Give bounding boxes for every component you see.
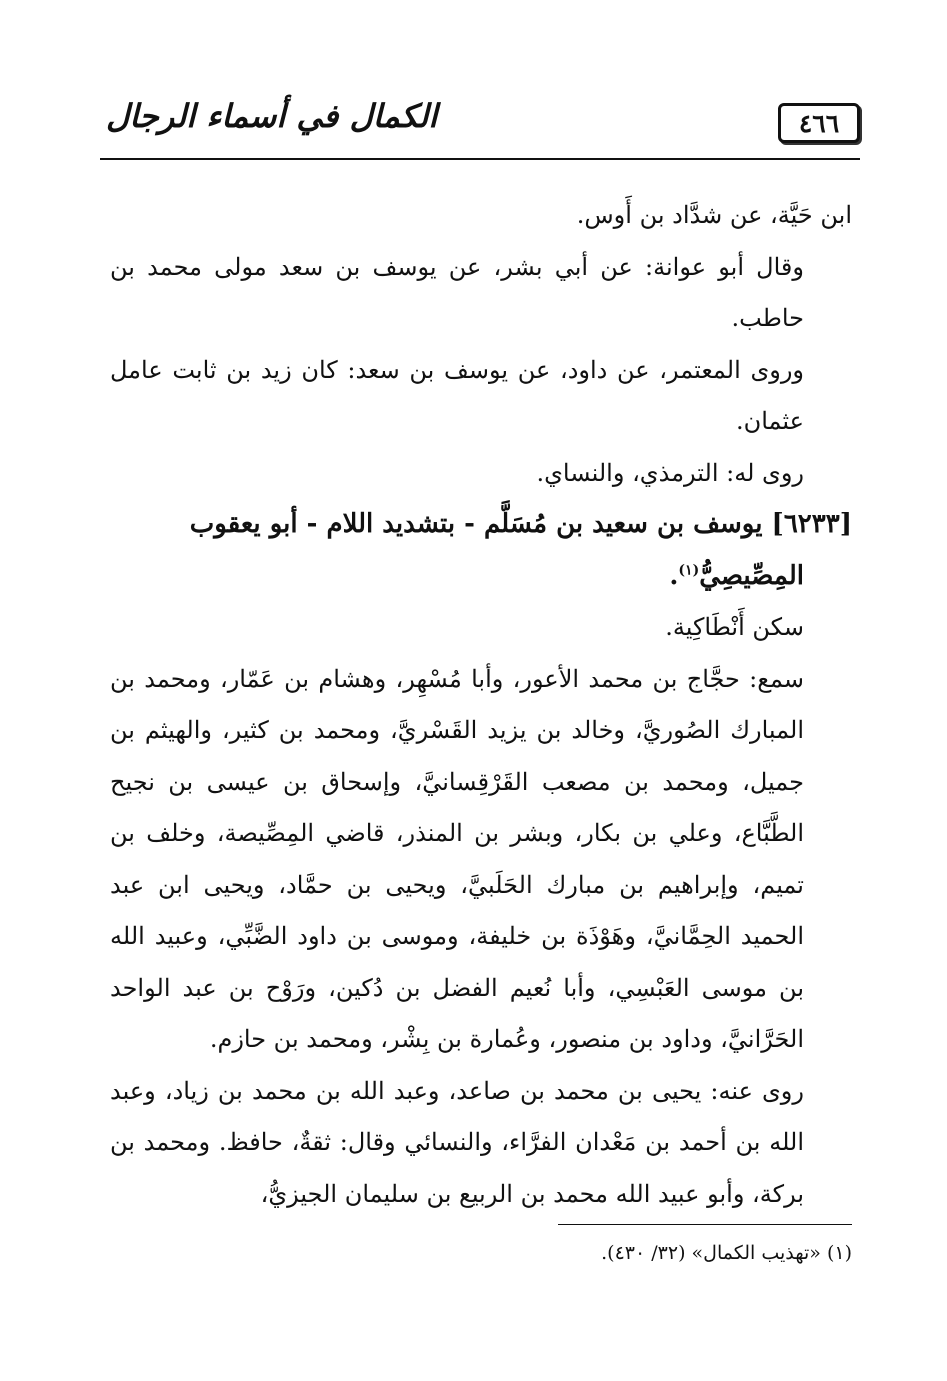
page-number: ٤٦٦ — [778, 103, 860, 143]
entry-heading-line2-wrap: المِصِّيصِيُّ$^{(١)}$. — [669, 560, 804, 591]
footnote-ref: (١) — [678, 561, 700, 578]
footnote-rule — [558, 1224, 852, 1225]
header-rule — [100, 158, 860, 160]
paragraph-7: روى عنه: يحيى بن محمد بن صاعد، وعبد الله بن محمد بن زياد، وعبد الله بن أحمد بن مَعْدان الفرَّاء، والنسائي وقال: ثقةٌ، حافظ. ومحمد بن بركة، وأبو عبيد الله محمد بن الربيع بن سليمان الجيزيُّ، — [110, 1076, 804, 1208]
paragraph-2: وقال أبو عوانة: عن أبي بشر، عن يوسف بن سعد مولى محمد بن حاطب. — [110, 252, 804, 332]
paragraph-6: سمع: حجَّاج بن محمد الأعور، وأبا مُسْهِر، وهشام بن عَمّار، ومحمد بن المبارك الصُوريَّ، وخالد بن يزيد القَسْريَّ، ومحمد بن كثير، والهيثم بن جميل، ومحمد بن مصعب القَرْقِسانيَّ، وإسحاق بن عيسى بن نجيح الطَّبَّاع، وعلي بن بكار، وبشر بن المنذر، قاضي المِصِّيصة، وخلف بن تميم، وإبراهيم بن مبارك الحَلَبيَّ، ويحيى بن حمَّاد، ويحيى ابن عبد الحميد الحِمَّانيَّ، وهَوْذَة بن خليفة، وموسى بن داود الضَّبِّي، وعبيد الله بن موسى العَبْسِي، وأبا نُعيم الفضل بن دُكين، ورَوْح بن عبد الواحد الحَرَّانيَّ، وداود بن منصور، وعُمارة بن بِشْر، ومحمد بن حازم. — [110, 664, 804, 1053]
paragraph-5: سكن أَنْطَاكِية. — [665, 613, 804, 641]
paragraph-3: وروى المعتمر، عن داود، عن يوسف بن سعد: كان زيد بن ثابت عامل عثمان. — [110, 355, 804, 435]
entry-heading-line1: [٦٢٣٣] يوسف بن سعيد بن مُسَلَّم - بتشديد اللام - أبو يعقوب — [189, 509, 852, 539]
paragraph-4: روى له: الترمذي، والنساي. — [536, 458, 804, 487]
footnote-1: (١) «تهذيب الكمال» (٣٢/ ٤٣٠). — [601, 1242, 852, 1264]
entry-heading — [110, 499, 852, 602]
page-header — [100, 85, 860, 160]
paragraph-1: ابن حَيَّة، عن شدَّاد بن أَوس. — [576, 201, 852, 229]
running-title: الكمال في أسماء الرجال — [106, 97, 438, 135]
entry-heading-line2: المِصِّيصِيُّ — [699, 560, 804, 591]
main-text — [110, 190, 852, 1220]
